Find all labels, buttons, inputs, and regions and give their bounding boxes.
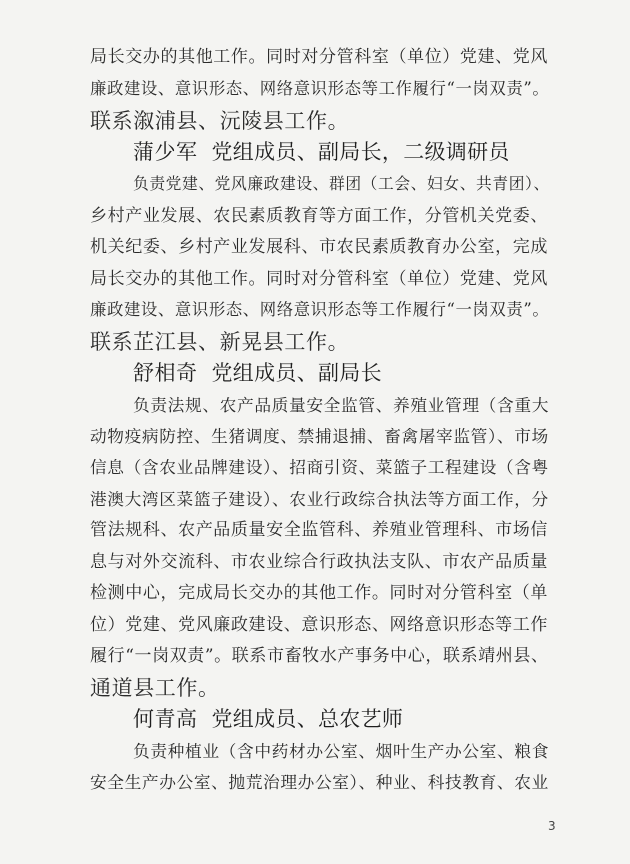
paragraph-line: 港澳大湾区菜篮子建设）、农业行政综合执法等方面工作，分 — [90, 488, 549, 509]
paragraph-line: 位）党建、党风廉政建设、意识形态、网络意识形态等工作 — [90, 614, 549, 635]
section-heading — [133, 361, 382, 385]
official-role: 党组成员、总农艺师 — [211, 707, 404, 732]
paragraph-line: 廉政建设、意识形态、网络意识形态等工作履行“一岗双责”。 — [90, 79, 550, 99]
paragraph-line: 乡村产业发展、农民素质教育等方面工作，分管机关党委、 — [90, 205, 549, 226]
official-name: 何青高 — [133, 707, 198, 732]
paragraph-line: 局长交办的其他工作。同时对分管科室（单位）党建、党风 — [90, 47, 549, 67]
section-heading — [133, 140, 510, 164]
paragraph-line: 动物疫病防控、生猪调度、禁捕退捕、畜禽屠宰监管）、市场 — [90, 425, 549, 446]
page-number: 3 — [548, 819, 556, 833]
paragraph-line: 息与对外交流科、市农业综合行政执法支队、市农产品质量 — [90, 551, 549, 572]
official-role: 党组成员、副局长，二级调研员 — [211, 140, 510, 165]
paragraph-line: 联系溆浦县、沅陵县工作。 — [90, 108, 350, 133]
paragraph-line: 履行“一岗双责”。联系市畜牧水产事务中心，联系靖州县、 — [90, 646, 549, 667]
paragraph-line: 管法规科、农产品质量安全监管科、养殖业管理科、市场信 — [90, 520, 549, 541]
paragraph-line: 廉政建设、意识形态、网络意识形态等工作履行“一岗双责”。 — [90, 300, 550, 320]
official-name: 蒲少军 — [133, 140, 198, 165]
paragraph-line: 安全生产办公室、抛荒治理办公室）、种业、科技教育、农业 — [90, 772, 549, 792]
paragraph-line: 信息（含农业品牌建设）、招商引资、菜篮子工程建设（含粤 — [90, 457, 549, 478]
paragraph-line: 通道县工作。 — [90, 675, 220, 700]
official-name: 舒相奇 — [133, 361, 198, 386]
paragraph-line: 负责种植业（含中药材办公室、烟叶生产办公室、粮食 — [133, 740, 550, 761]
paragraph-line: 检测中心，完成局长交办的其他工作。同时对分管科室（单 — [90, 583, 549, 604]
paragraph-line: 负责法规、农产品质量安全监管、养殖业管理（含重大 — [133, 394, 550, 415]
paragraph-line: 机关纪委、乡村产业发展科、市农民素质教育办公室，完成 — [90, 237, 549, 258]
paragraph-line: 联系芷江县、新晃县工作。 — [90, 329, 350, 354]
paragraph-line: 负责党建、党风廉政建设、群团（工会、妇女、共青团）、 — [133, 173, 550, 193]
paragraph-line: 局长交办的其他工作。同时对分管科室（单位）党建、党风 — [90, 268, 549, 289]
official-role: 党组成员、副局长 — [211, 361, 382, 386]
section-heading — [133, 707, 403, 731]
